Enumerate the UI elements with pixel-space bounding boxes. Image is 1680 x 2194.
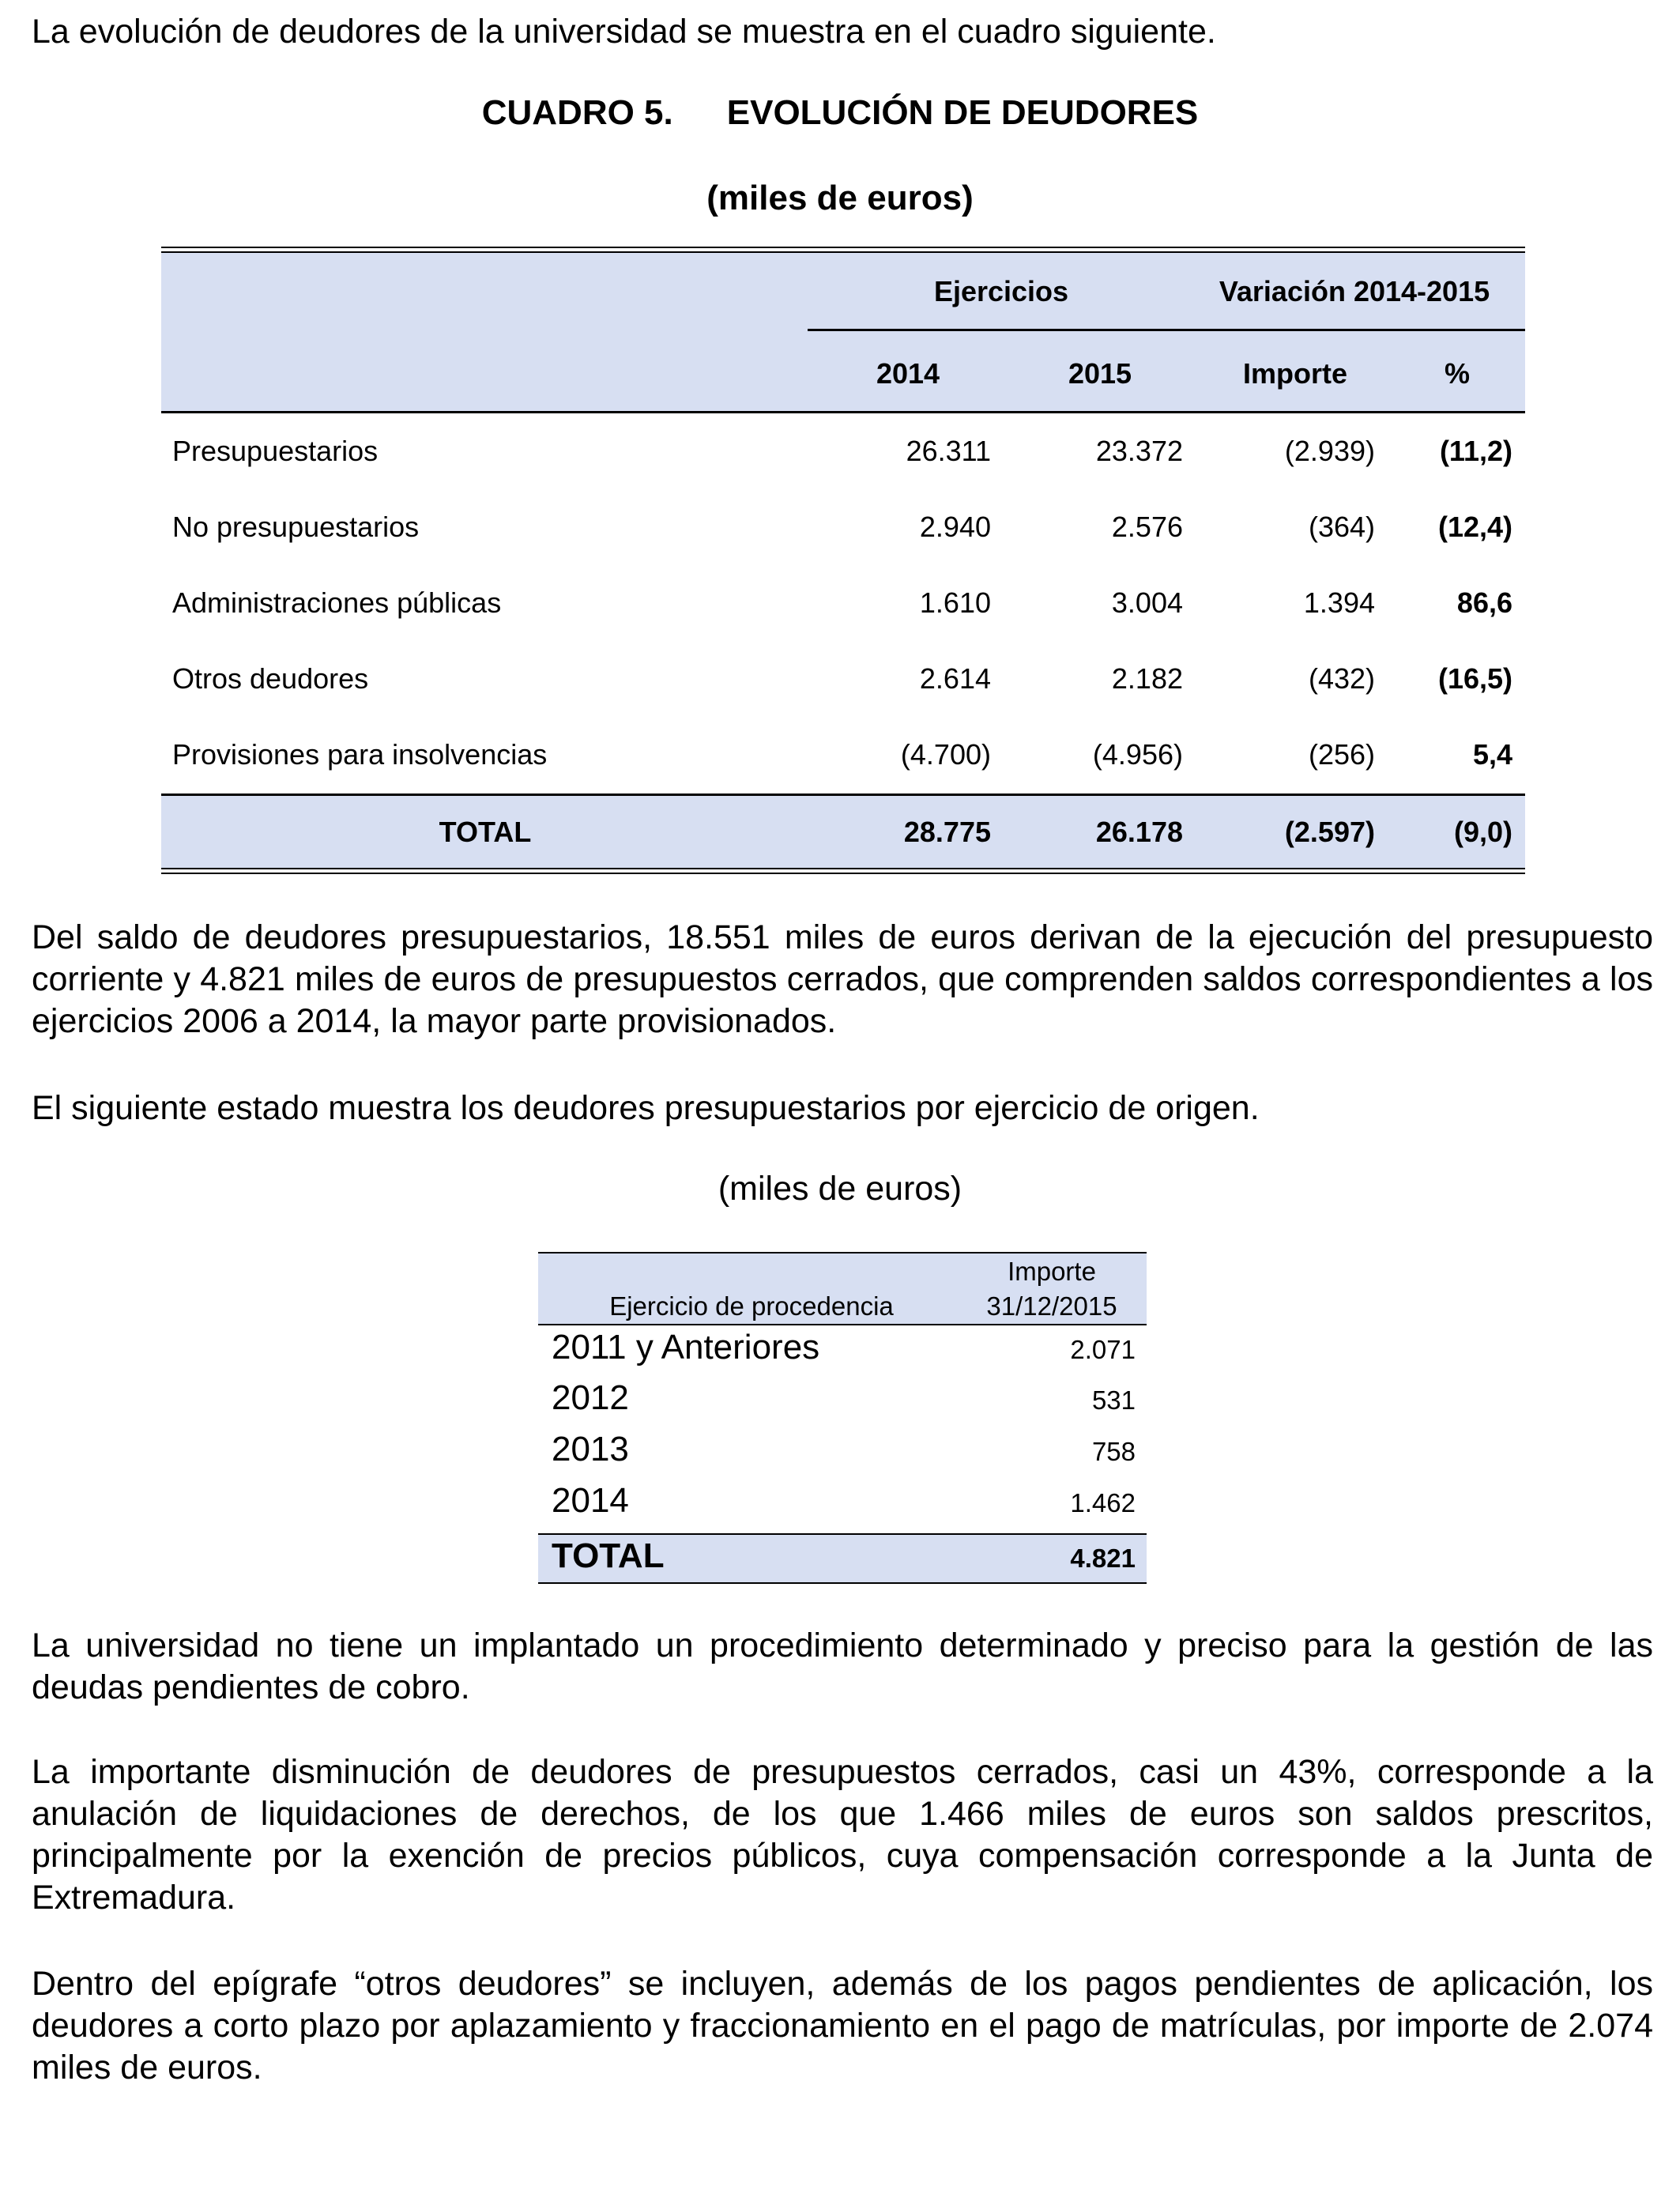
row-label: Administraciones públicas (172, 586, 502, 619)
row-percent-value: 86,6 (1456, 586, 1512, 619)
table2-units: (miles de euros) (718, 1170, 962, 1208)
total-importe-value: (2.597) (1284, 816, 1375, 848)
table2-header-year: Ejercicio de procedencia (609, 1291, 894, 1321)
table1-bottom-rule (161, 868, 1525, 874)
row-2015-value: 2.182 (1111, 662, 1183, 695)
table2-header-amount-line2: 31/12/2015 (986, 1291, 1117, 1321)
table2-total-rule (538, 1533, 1147, 1535)
intro-paragraph: La evolución de deudores de la universidad se muestra en el cuadro siguiente. (32, 13, 1216, 51)
row-2015-value: 2.576 (1111, 511, 1183, 543)
debtors-by-year-table (538, 1252, 1147, 1584)
row-importe-value: 1.394 (1303, 586, 1375, 619)
table1-label: CUADRO 5. (481, 93, 673, 132)
header-2014: 2014 (876, 357, 940, 390)
header-2015: 2015 (1068, 357, 1132, 390)
table2-row-label: 2013 (552, 1430, 629, 1468)
row-2015-value: 3.004 (1111, 586, 1183, 619)
total-top-rule (161, 794, 1525, 796)
row-importe-value: (2.939) (1284, 435, 1375, 467)
paragraph-deudores-presupuestarios: Del saldo de deudores presupuestarios, 18.551 miles de euros derivan de la ejecución del presupuesto corriente y 4.821 miles de euros de presupuestos cerrados, que comprenden saldos correspondientes a los ejercicios 2006 a 2014, la mayor parte provisionados. (32, 918, 1653, 1040)
table2-total-value: 4.821 (1070, 1544, 1136, 1573)
table2-row-label: 2011 y Anteriores (552, 1328, 820, 1367)
paragraph-procedimiento: La universidad no tiene un implantado un procedimiento determinado y preciso para la gestión de las deudas pendientes de cobro. (32, 1627, 1653, 1706)
row-label: Presupuestarios (172, 435, 379, 467)
header-bottom-rule (161, 411, 1525, 413)
paragraph-disminucion: La importante disminución de deudores de presupuestos cerrados, casi un 43%, corresponde a la anulación de liquidaciones de derechos, de los que 1.466 miles de euros son saldos prescritos, principalmente por la exención de precios públicos, cuya compensación corresponde a la Junta de Extremadura. (32, 1753, 1653, 1917)
table2-row-value: 2.071 (1070, 1335, 1136, 1364)
table2-total-label: TOTAL (552, 1536, 665, 1575)
row-percent-value: 5,4 (1472, 738, 1512, 771)
total-2014-value: 28.775 (903, 816, 991, 848)
header-importe: Importe (1242, 357, 1347, 390)
row-label: Otros deudores (172, 662, 369, 695)
table2-header-rule (538, 1324, 1147, 1325)
row-2015-value: 23.372 (1095, 435, 1183, 467)
table1-title-text: EVOLUCIÓN DE DEUDORES (726, 93, 1199, 132)
table2-top-rule (538, 1252, 1147, 1253)
table2-header-amount-line1: Importe (1008, 1257, 1096, 1286)
row-2014-value: 2.940 (919, 511, 991, 543)
row-2014-value: 26.311 (906, 435, 991, 467)
table2-bottom-rule (538, 1582, 1147, 1584)
table2-row-value: 758 (1091, 1437, 1136, 1466)
header-percent: % (1444, 357, 1470, 390)
total-2015-value: 26.178 (1095, 816, 1183, 848)
table2-row-value: 1.462 (1070, 1488, 1136, 1517)
header-variacion: Variación 2014-2015 (1219, 275, 1490, 307)
row-label: No presupuestarios (172, 511, 420, 543)
paragraph-otros-deudores: Dentro del epígrafe “otros deudores” se incluyen, además de los pagos pendientes de aplicación, los deudores a corto plazo por aplazamiento y fraccionamiento en el pago de matrículas, por importe de 2.074 miles de euros. (32, 1965, 1653, 2087)
row-importe-value: (364) (1308, 511, 1375, 543)
group-header-rule (808, 329, 1525, 331)
row-2014-value: 2.614 (919, 662, 991, 695)
table2-row-label: 2012 (552, 1378, 629, 1417)
table1-title (0, 93, 1680, 133)
row-label: Provisiones para insolvencias (172, 738, 548, 771)
paragraph-estado-origen: El siguiente estado muestra los deudores presupuestarios por ejercicio de origen. (32, 1089, 1260, 1127)
row-2014-value: 1.610 (919, 586, 991, 619)
header-ejercicios: Ejercicios (933, 275, 1069, 307)
table2-row-label: 2014 (552, 1481, 629, 1520)
row-percent-value: (16,5) (1437, 662, 1512, 695)
row-percent-value: (11,2) (1439, 435, 1512, 467)
table2-row-value: 531 (1091, 1385, 1136, 1415)
row-importe-value: (256) (1308, 738, 1375, 771)
row-2015-value: (4.956) (1092, 738, 1183, 771)
total-label: TOTAL (439, 816, 532, 848)
table1-top-rule (161, 247, 1525, 253)
row-importe-value: (432) (1308, 662, 1375, 695)
table1-units: (miles de euros) (706, 179, 974, 217)
row-2014-value: (4.700) (900, 738, 991, 771)
row-percent-value: (12,4) (1437, 511, 1512, 543)
total-percent-value: (9,0) (1453, 816, 1512, 848)
